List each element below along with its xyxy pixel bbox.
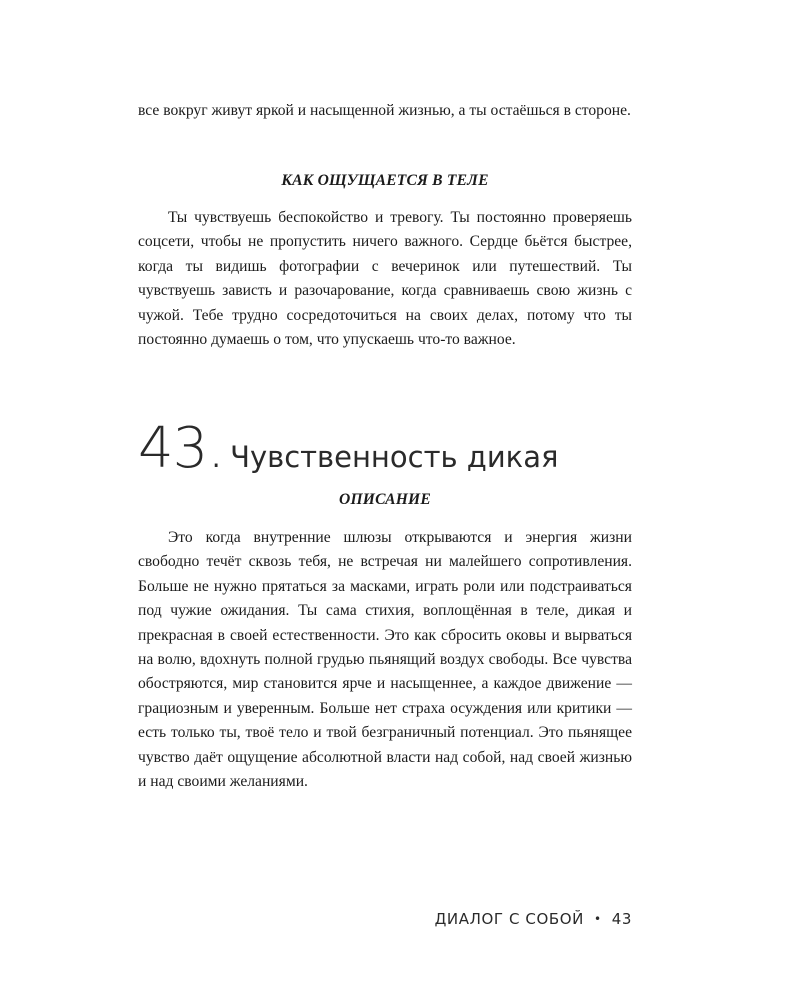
chapter-number: 43. <box>138 416 225 481</box>
page-number: 43 <box>611 910 632 928</box>
running-footer <box>435 910 632 928</box>
footer-separator: • <box>594 912 602 926</box>
description-subheading: ОПИСАНИЕ <box>339 491 431 508</box>
continued-paragraph: все вокруг живут яркой и насыщенной жизнью, а ты остаёшься в стороне. <box>138 102 631 119</box>
book-page <box>138 0 632 1000</box>
chapter-title: Чувственность дикая <box>230 440 559 474</box>
footer-book-title: ДИАЛОГ С СОБОЙ <box>434 910 585 928</box>
body-feeling-paragraph: Ты чувствуешь беспокойство и тревогу. Ты постоянно проверяешь соцсети, чтобы не пропустить ничего важного. Сердце бьётся быстрее, когда ты видишь фотографии с вечеринок или путешествий. Ты чувствуешь зависть и разочарование, когда сравниваешь свою жизнь с чужой. Тебе трудно сосредоточиться на своих делах, потому что ты постоянно думаешь о том, что упускаешь что-то важное. <box>138 209 632 349</box>
body-feeling-subheading: КАК ОЩУЩАЕТСЯ В ТЕЛЕ <box>281 172 489 189</box>
description-paragraph: Это когда внутренние шлюзы открываются и энергия жизни свободно течёт сквозь тебя, не встречая ни малейшего сопротивления. Больше не нужно прятаться за масками, играть роли или подстраиваться под чужие ожидания. Ты сама стихия, воплощённая в теле, дикая и прекрасная в своей естественности. Это как сбросить оковы и вырваться на волю, вдохнуть полной грудью пьянящий воздух свободы. Все чувства обостряются, мир становится ярче и насыщеннее, а каждое движение — грациозным и уверенным. Больше нет страха осуждения или критики — есть только ты, твоё тело и твой безграничный потенциал. Это пьянящее чувство даёт ощущение абсолютной власти над собой, над своей жизнью и над своими желаниями. <box>138 529 632 791</box>
chapter-heading <box>138 416 698 481</box>
